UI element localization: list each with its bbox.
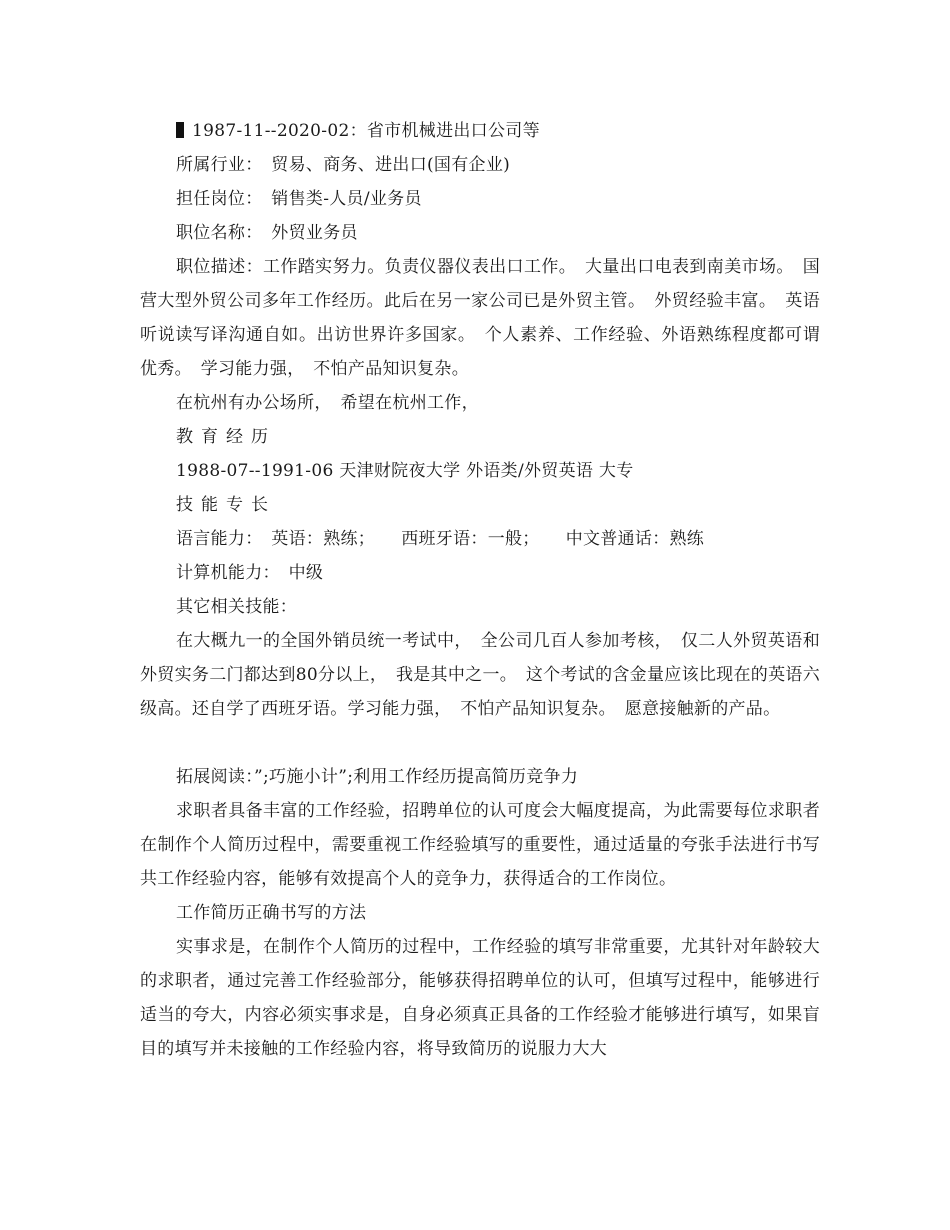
post-line: 担任岗位： 销售类-人员/业务员 — [176, 189, 422, 209]
computer-skills: 计算机能力： 中级 — [176, 563, 324, 583]
job-header-text: 1987-11--2020-02：省市机械进出口公司等 — [192, 121, 540, 141]
skills-heading: 技能专长 — [176, 495, 276, 515]
education-entry: 1988-07--1991-06 天津财院夜大学 外语类/外贸英语 大专 — [176, 461, 634, 481]
exam-paragraph: 在大概九一的全国外销员统一考试中， 全公司几百人参加考核， 仅二人外贸英语和外贸实务二门都达到80分以上， 我是其中之一。 这个考试的含金量应该比现在的英语六级高。还自学了西班牙语。学习能力强， 不怕产品知识复杂。 愿意接触新的产品。 — [140, 631, 820, 719]
language-skills: 语言能力： 英语：熟练； 西班牙语：一般； 中文普通话：熟练 — [176, 529, 705, 549]
bullet-marker — [176, 122, 184, 138]
method-paragraph: 实事求是，在制作个人简历的过程中，工作经验的填写非常重要，尤其针对年龄较大的求职者，通过完善工作经验部分，能够获得招聘单位的认可，但填写过程中，能够进行适当的夸大，内容必须实事求是，自身必须真正具备的工作经验才能够进行填写，如果盲目的填写并未接触的工作经验内容，将导致简历的说服力大大 — [140, 937, 820, 1059]
job-title-line: 职位名称： 外贸业务员 — [176, 223, 358, 243]
other-skills-label: 其它相关技能： — [176, 597, 298, 617]
job-description: 职位描述：工作踏实努力。负责仪器仪表出口工作。 大量出口电表到南美市场。 国营大型外贸公司多年工作经历。此后在另一家公司已是外贸主管。 外贸经验丰富。 英语听说读写译沟通自如。出访世界许多国家。 个人素养、工作经验、外语熟练程度都可谓优秀。 学习能力强， 不怕产品知识复杂。 — [140, 257, 820, 379]
job-header — [176, 114, 820, 148]
education-heading: 教育经历 — [176, 427, 276, 447]
experience-paragraph: 求职者具备丰富的工作经验，招聘单位的认可度会大幅度提高，为此需要每位求职者在制作个人简历过程中，需要重视工作经验填写的重要性，通过适量的夸张手法进行书写共工作经验内容，能够有效提高个人的竞争力，获得适合的工作岗位。 — [140, 801, 820, 889]
industry-line: 所属行业： 贸易、商务、进出口(国有企业) — [176, 155, 511, 175]
extended-reading: 拓展阅读：”;巧施小计”;利用工作经历提高简历竞争力 — [176, 767, 579, 787]
method-subheading: 工作简历正确书写的方法 — [176, 903, 367, 923]
office-line: 在杭州有办公场所， 希望在杭州工作， — [176, 393, 479, 413]
